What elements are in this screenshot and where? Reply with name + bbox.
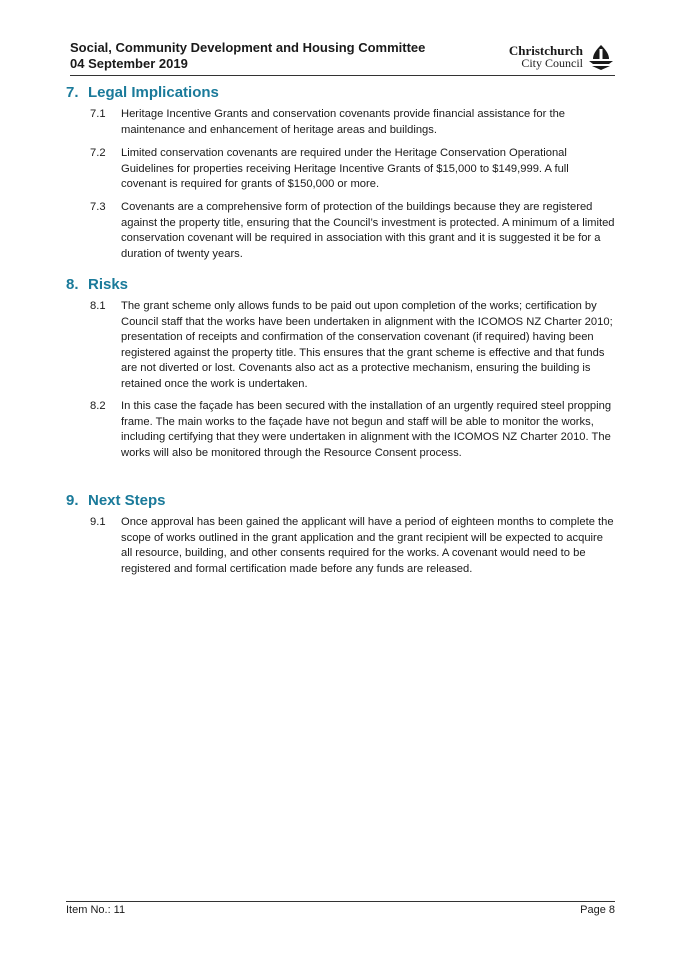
- paragraph-number: 7.2: [90, 147, 106, 159]
- committee-title: Social, Community Development and Housing Committee: [70, 40, 426, 55]
- logo-text-line1: Christchurch: [508, 43, 583, 58]
- section-number: 8.: [66, 276, 79, 293]
- header-divider: [70, 75, 615, 76]
- paragraph-text: Heritage Incentive Grants and conservation covenants provide financial assistance for the maintenance and enhancement of heritage areas and buildings.: [121, 108, 566, 136]
- paragraph-number: 8.2: [90, 400, 106, 412]
- section-heading-legal-implications: [66, 84, 219, 101]
- page-header: [70, 40, 615, 76]
- council-logo: [509, 42, 615, 72]
- paragraph-7-3: [90, 200, 615, 262]
- paragraph-text: In this case the façade has been secured with the installation of an urgently required steel propping frame. The main works to the façade have not begun and staff will be able to monitor the works, including certifying that they were undertaken in alignment with the ICOMOS NZ Charter 2010. The works will also be monitored through the Resource Consent process.: [121, 400, 612, 459]
- section-title: Legal Implications: [88, 84, 219, 101]
- cathedral-logo-icon: [587, 43, 615, 71]
- paragraph-number: 8.1: [90, 300, 106, 312]
- paragraph-8-1: [90, 299, 615, 393]
- paragraph-text: Once approval has been gained the applicant will have a period of eighteen months to complete the scope of works outlined in the grant application and the grant recipient will be expected to acquire all resource, building, and other consents required for the works. A covenant would need to be registered and formal certification made before any funds are released.: [121, 516, 614, 575]
- paragraph-text: Limited conservation covenants are required under the Heritage Conservation Operational Guidelines for properties receiving Heritage Incentive Grants of $15,000 to $149,999. A full covenant is required for grants of $150,000 or more.: [121, 147, 569, 191]
- paragraph-text: Covenants are a comprehensive form of protection of the buildings because they are registered against the property title, ensuring that the Council’s investment is protected. A minimum of a limited conservation covenant will be required in association with this grant and it is suggested it be for a duration of twenty years.: [121, 201, 615, 260]
- paragraph-8-2: [90, 399, 615, 461]
- meeting-date: 04 September 2019: [70, 56, 188, 71]
- paragraph-9-1: [90, 515, 615, 577]
- section-heading-next-steps: [66, 492, 166, 509]
- paragraph-number: 9.1: [90, 516, 106, 528]
- paragraph-text: The grant scheme only allows funds to be paid out upon completion of the works; certification by Council staff that the works have been undertaken in alignment with the ICOMOS NZ Charter 2010; presentation of receipts and confirmation of the conservation covenant (if required) having been registered against the property title. This ensures that the grant scheme is effective and that funds are not diverted or lost. Covenants also act as a protective mechanism, ensuring the building is retained once the work is undertaken.: [121, 300, 613, 390]
- paragraph-number: 7.1: [90, 108, 106, 120]
- paragraph-7-1: [90, 107, 615, 138]
- section-number: 7.: [66, 84, 79, 101]
- section-heading-risks: [66, 276, 128, 293]
- logo-text-line2: City Council: [521, 56, 583, 70]
- section-number: 9.: [66, 492, 79, 509]
- footer-divider: [66, 901, 615, 902]
- section-title: Next Steps: [88, 492, 166, 509]
- section-title: Risks: [88, 276, 129, 293]
- paragraph-7-2: [90, 146, 615, 193]
- item-number: Item No.: 11: [66, 904, 126, 916]
- paragraph-number: 7.3: [90, 201, 106, 213]
- page-number: Page 8: [580, 904, 615, 916]
